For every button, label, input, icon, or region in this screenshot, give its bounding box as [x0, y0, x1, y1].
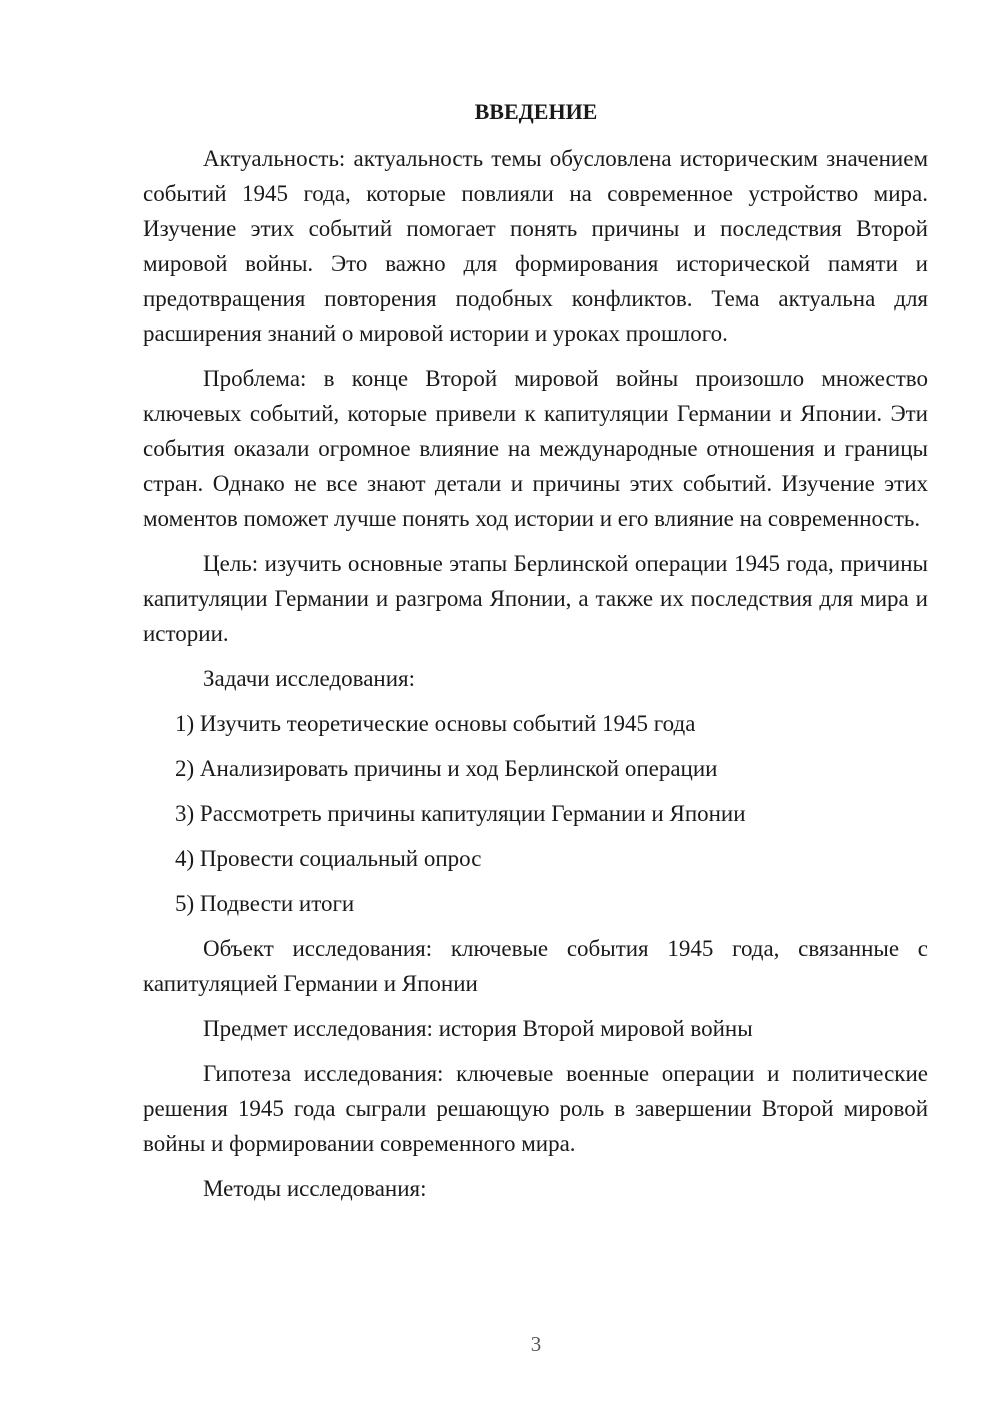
tasks-title: Задачи исследования:: [203, 666, 416, 691]
task-item: 5) Подвести итоги: [175, 891, 355, 916]
subject-paragraph: Предмет исследования: история Второй мировой войны: [203, 1016, 753, 1041]
page-number: 3: [530, 1332, 542, 1356]
body-text: [143, 141, 928, 1216]
task-item: 4) Провести социальный опрос: [175, 846, 482, 871]
object-paragraph: Объект исследования: ключевые события 1945 года, связанные с капитуляцией Германии и Японии: [143, 936, 928, 996]
relevance-paragraph: Актуальность: актуальность темы обусловлена историческим значением событий 1945 года, которые повлияли на современное устройство мира. Изучение этих событий помогает понять причины и последствия Второй мировой войны. Это важно для формирования исторической памяти и предотвращения повторения подобных конфликтов. Тема актуальна для расширения знаний о мировой истории и уроках прошлого.: [143, 146, 928, 346]
problem-paragraph: Проблема: в конце Второй мировой войны произошло множество ключевых событий, которые привели к капитуляции Германии и Японии. Эти события оказали огромное влияние на международные отношения и границы стран. Однако не все знают детали и причины этих событий. Изучение этих моментов поможет лучше понять ход истории и его влияние на современность.: [143, 366, 928, 531]
methods-paragraph: Методы исследования:: [203, 1176, 427, 1201]
tasks-list: [143, 706, 928, 921]
goal-paragraph: Цель: изучить основные этапы Берлинской операции 1945 года, причины капитуляции Германии и разгрома Японии, а также их последствия для мира и истории.: [143, 551, 928, 646]
task-item: 1) Изучить теоретические основы событий 1945 года: [175, 711, 696, 736]
task-item: 3) Рассмотреть причины капитуляции Германии и Японии: [175, 801, 746, 826]
section-heading: ВВЕДЕНИЕ: [474, 99, 598, 124]
task-item: 2) Анализировать причины и ход Берлинской операции: [175, 756, 718, 781]
hypothesis-paragraph: Гипотеза исследования: ключевые военные операции и политические решения 1945 года сыграли решающую роль в завершении Второй мировой войны и формировании современного мира.: [143, 1061, 928, 1156]
